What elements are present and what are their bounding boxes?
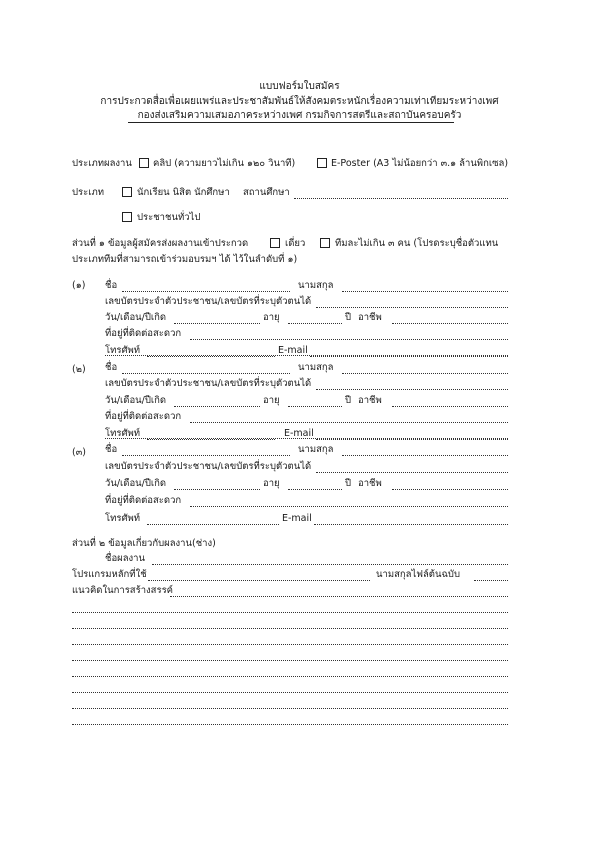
email-field[interactable]	[316, 439, 508, 440]
name-label: ชื่อ	[105, 280, 118, 291]
dob-label: วัน/เดือน/ปีเกิด	[105, 312, 167, 323]
concept-line[interactable]	[72, 708, 508, 709]
year-label: ปี	[345, 478, 352, 489]
surname-field[interactable]	[342, 291, 508, 292]
concept-line[interactable]	[72, 724, 508, 725]
concept-line[interactable]	[72, 644, 508, 645]
program-label: โปรแกรมหลักที่ใช้	[72, 569, 147, 580]
id-card-label: เลขบัตรประจำตัวประชาชน/เลขบัตรที่ระบุตัวตนได้	[105, 461, 312, 472]
email-label: E-mail	[282, 513, 312, 524]
email-label: E-mail	[278, 345, 308, 356]
person-index: (๑)	[72, 280, 86, 291]
phone-label: โทรศัพท์	[105, 428, 141, 439]
form-title: แบบฟอร์มใบสมัคร	[259, 81, 340, 92]
form-subtitle-agency: กองส่งเสริมความเสมอภาคระหว่างเพศ กรมกิจการสตรีและสถาบันครอบครัว	[137, 110, 462, 121]
school-label: สถานศึกษา	[243, 187, 290, 198]
part2-heading: ส่วนที่ ๒ ข้อมูลเกี่ยวกับผลงาน(ช่าง)	[72, 538, 216, 549]
year-label: ปี	[345, 395, 352, 406]
name-field[interactable]	[122, 373, 290, 374]
address-field[interactable]	[190, 506, 508, 507]
address-label: ที่อยู่ที่ติดต่อสะดวก	[105, 411, 182, 422]
occupation-label: อาชีพ	[358, 478, 382, 489]
occupation-field[interactable]	[392, 489, 508, 490]
age-label: อายุ	[263, 312, 280, 323]
address-field[interactable]	[190, 339, 508, 340]
team-label: ทีมละไม่เกิน ๓ คน (โปรดระบุชื่อตัวแทน	[335, 238, 499, 249]
email-label: E-mail	[284, 428, 314, 439]
public-checkbox[interactable]	[122, 212, 132, 222]
phone-field[interactable]	[147, 356, 275, 357]
surname-field[interactable]	[342, 455, 508, 456]
phone-field[interactable]	[147, 524, 279, 525]
age-field[interactable]	[288, 323, 342, 324]
team-checkbox[interactable]	[320, 238, 330, 248]
occupation-label: อาชีพ	[358, 312, 382, 323]
email-field[interactable]	[314, 524, 508, 525]
clip-checkbox[interactable]	[139, 158, 149, 168]
form-subtitle-contest: การประกวดสื่อเพื่อเผยแพร่และประชาสัมพันธ์ให้สังคมตระหนักเรื่องความเท่าเทียมระหว่างเพศ	[100, 96, 499, 107]
solo-label: เดี่ยว	[285, 238, 306, 249]
address-label: ที่อยู่ที่ติดต่อสะดวก	[105, 495, 182, 506]
student-option-label: นักเรียน นิสิต นักศึกษา	[137, 187, 230, 198]
dob-field[interactable]	[174, 323, 260, 324]
title-underline	[128, 122, 454, 123]
id-card-field[interactable]	[316, 307, 508, 308]
age-field[interactable]	[288, 406, 342, 407]
year-label: ปี	[345, 312, 352, 323]
school-field[interactable]	[294, 198, 508, 199]
address-label: ที่อยู่ที่ติดต่อสะดวก	[105, 328, 182, 339]
person-index: (๒)	[72, 364, 86, 375]
entry-type-label: ประเภทผลงาน	[72, 158, 132, 169]
clip-option-label: คลิป (ความยาวไม่เกิน ๑๒๐ วินาที)	[153, 158, 296, 169]
id-card-label: เลขบัตรประจำตัวประชาชน/เลขบัตรที่ระบุตัวตนได้	[105, 296, 312, 307]
eposter-checkbox[interactable]	[317, 158, 327, 168]
dob-field[interactable]	[174, 489, 260, 490]
concept-line[interactable]	[72, 692, 508, 693]
name-field[interactable]	[122, 291, 290, 292]
concept-line[interactable]	[72, 628, 508, 629]
concept-label: แนวคิดในการสร้างสรรค์	[72, 585, 174, 596]
category-label: ประเภท	[72, 187, 105, 198]
occupation-field[interactable]	[392, 406, 508, 407]
dob-label: วัน/เดือน/ปีเกิด	[105, 478, 167, 489]
occupation-label: อาชีพ	[358, 395, 382, 406]
concept-line[interactable]	[72, 676, 508, 677]
work-name-field[interactable]	[152, 564, 508, 565]
person-index: (๓)	[72, 447, 86, 458]
file-name-label: นามสกุลไฟล์ต้นฉบับ	[376, 569, 460, 580]
public-option-label: ประชาชนทั่วไป	[137, 212, 201, 223]
student-checkbox[interactable]	[122, 187, 132, 197]
id-card-label: เลขบัตรประจำตัวประชาชน/เลขบัตรที่ระบุตัวตนได้	[105, 378, 312, 389]
age-label: อายุ	[263, 478, 280, 489]
dob-label: วัน/เดือน/ปีเกิด	[105, 395, 167, 406]
id-card-field[interactable]	[316, 389, 508, 390]
surname-label: นามสกุล	[298, 280, 334, 291]
eposter-option-label: E-Poster (A3 ไม่น้อยกว่า ๓.๑ ล้านพิกเซล)	[331, 158, 509, 169]
name-field[interactable]	[122, 455, 290, 456]
surname-label: นามสกุล	[298, 362, 334, 373]
occupation-field[interactable]	[392, 323, 508, 324]
part1-note: ประเภททีมที่สามารถเข้าร่วมอบรมฯ ได้ ไว้ในลำดับที่ ๑)	[72, 254, 298, 265]
phone-label: โทรศัพท์	[105, 345, 141, 356]
part1-heading: ส่วนที่ ๑ ข้อมูลผู้สมัครส่งผลงานเข้าประกวด	[72, 238, 249, 249]
phone-field[interactable]	[147, 439, 275, 440]
concept-line[interactable]	[72, 660, 508, 661]
program-field[interactable]	[148, 580, 370, 581]
age-label: อายุ	[263, 395, 280, 406]
email-field[interactable]	[310, 356, 508, 357]
work-name-label: ชื่อผลงาน	[105, 553, 146, 564]
phone-label: โทรศัพท์	[105, 513, 141, 524]
name-label: ชื่อ	[105, 362, 118, 373]
id-card-field[interactable]	[316, 472, 508, 473]
name-label: ชื่อ	[105, 444, 118, 455]
solo-checkbox[interactable]	[270, 238, 280, 248]
concept-field[interactable]	[170, 596, 508, 597]
surname-label: นามสกุล	[298, 444, 334, 455]
age-field[interactable]	[288, 489, 342, 490]
address-field[interactable]	[190, 422, 508, 423]
surname-field[interactable]	[342, 373, 508, 374]
file-name-field[interactable]	[474, 580, 508, 581]
concept-line[interactable]	[72, 612, 508, 613]
dob-field[interactable]	[174, 406, 260, 407]
